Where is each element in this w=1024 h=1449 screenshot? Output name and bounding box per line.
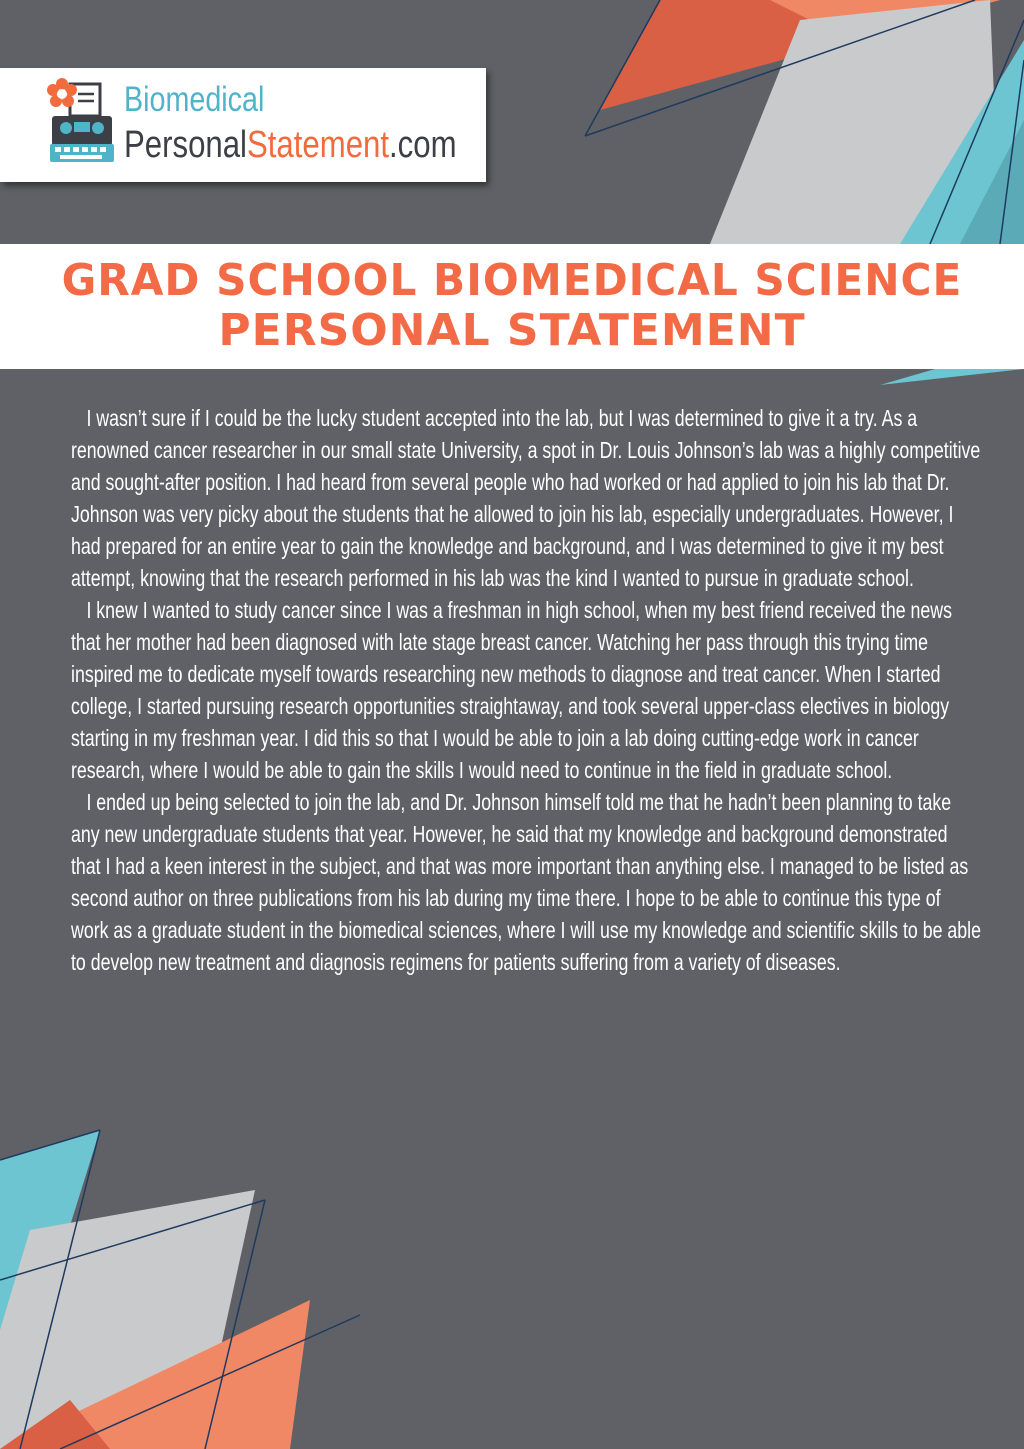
- decorative-shapes-bottom: [0, 1100, 420, 1449]
- logo-text-personal: Personal: [124, 124, 247, 166]
- logo-text-biomedical: Biomedical: [124, 80, 265, 119]
- logo-card: [0, 68, 486, 182]
- gray-quad-top: [710, 0, 1000, 244]
- navy-line-7: [0, 1200, 265, 1280]
- logo-text-statement: Statement: [246, 124, 390, 166]
- orange-triangle-bottom: [0, 1300, 310, 1449]
- page-title-line-1: GRAD SCHOOL BIOMEDICAL SCIENCE: [61, 255, 963, 306]
- statement-body: [71, 402, 982, 978]
- navy-line-6: [20, 1130, 100, 1449]
- teal-shape-bottom-left: [0, 1130, 100, 1449]
- typewriter-with-flower-icon: [44, 76, 116, 166]
- paragraph-1: I wasn’t sure if I could be the lucky student accepted into the lab, but I was determined to give it a try. As a renowned cancer researcher in our small state University, a spot in Dr. Louis Johnson’s lab was a highly competitive and sought-after position. I had heard from several people who had worked or had applied to join his lab that Dr. Johnson was very picky about the students that he allowed to join his lab, especially undergraduates. However, I had prepared for an entire year to gain the knowledge and background, and I was determined to give it my best attempt, knowing that the research performed in his lab was the kind I wanted to pursue in graduate school.: [71, 405, 981, 591]
- navy-line-8: [205, 1200, 265, 1449]
- logo-text-domain: [124, 126, 457, 164]
- orange-triangle-top: [600, 0, 1000, 110]
- teal-sliver-below-title: [880, 369, 1024, 385]
- teal-shape-top-right-dark: [960, 120, 1024, 244]
- orange-light-triangle-top: [770, 0, 1000, 40]
- navy-line-1: [585, 0, 975, 136]
- navy-line-3: [930, 20, 1024, 244]
- navy-line-2: [585, 0, 660, 136]
- paragraph-2: I knew I wanted to study cancer since I was a freshman in high school, when my best friend received the news that her mother had been diagnosed with late stage breast cancer. Watching her pass through this trying time inspired me to dedicate myself towards researching new methods to diagnose and treat cancer. When I started college, I started pursuing research opportunities straightaway, and took several upper-class electives in biology starting in my freshman year. I did this so that I would be able to join a lab doing cutting-edge work in cancer research, where I would be able to gain the skills I would need to continue in the field in graduate school.: [71, 597, 952, 783]
- navy-line-4: [1000, 60, 1024, 244]
- title-band: [0, 244, 1024, 369]
- gray-quad-bottom: [0, 1190, 255, 1449]
- page-title: [0, 256, 1024, 356]
- orange-dark-triangle-bottom: [0, 1400, 110, 1449]
- teal-shape-top-right: [900, 40, 1024, 244]
- navy-line-9: [60, 1315, 360, 1449]
- navy-line-5: [0, 1130, 100, 1160]
- paragraph-3: I ended up being selected to join the lab, and Dr. Johnson himself told me that he hadn’t been planning to take any new undergraduate students that year. However, he said that my knowledge and background demonstrated that I had a keen interest in the subject, and that was more important than anything else. I managed to be listed as second author on three publications from his lab during my time there. I hope to be able to continue this type of work as a graduate student in the biomedical sciences, where I will use my knowledge and scientific skills to be able to develop new treatment and diagnosis regimens for patients suffering from a variety of diseases.: [71, 789, 981, 975]
- logo-text-dotcom: .com: [389, 124, 457, 166]
- page-title-line-2: PERSONAL STATEMENT: [218, 305, 806, 356]
